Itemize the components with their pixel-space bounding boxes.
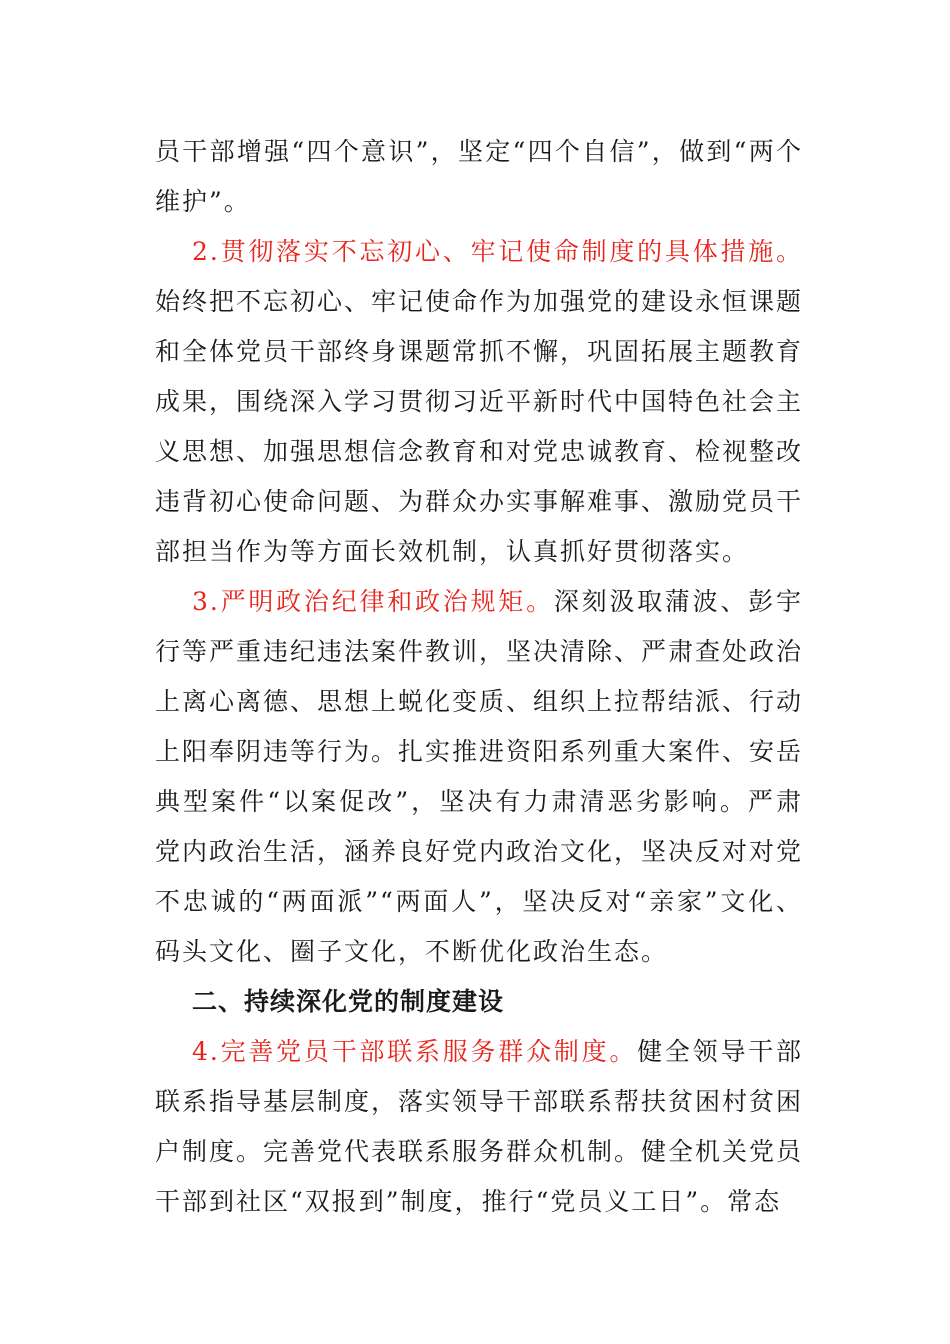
paragraph-1 [155, 127, 803, 227]
paragraph-2-title: 2.贯彻落实不忘初心、牢记使命制度的具体措施。 [192, 237, 803, 266]
paragraph-4-body: 健全领导干部联系指导基层制度，落实领导干部联系帮扶贫困村贫困户制度。完善党代表联系服务群众机制。健全机关党员干部到社区“双报到”制度，推行“党员义工日”。常态 [155, 1037, 804, 1216]
paragraph-2 [155, 227, 803, 577]
paragraph-3-body: 深刻汲取蒲波、彭宇行等严重违纪违法案件教训，坚决清除、严肃查处政治上离心离德、思想上蜕化变质、组织上拉帮结派、行动上阳奉阴违等行为。扎实推进资阳系列重大案件、安岳典型案件“以案促改”，坚决有力肃清恶劣影响。严肃党内政治生活，涵养良好党内政治文化，坚决反对对党不忠诚的“两面派”“两面人”，坚决反对“亲家”文化、码头文化、圈子文化，不断优化政治生态。 [155, 587, 804, 966]
paragraph-4 [155, 1027, 803, 1227]
paragraph-4-title: 4.完善党员干部联系服务群众制度。 [192, 1037, 638, 1066]
paragraph-3 [155, 577, 803, 977]
paragraph-2-body: 始终把不忘初心、牢记使命作为加强党的建设永恒课题和全体党员干部终身课题常抓不懈，巩固拓展主题教育成果，围绕深入学习贯彻习近平新时代中国特色社会主义思想、加强思想信念教育和对党忠诚教育、检视整改违背初心使命问题、为群众办实事解难事、激励党员干部担当作为等方面长效机制，认真抓好贯彻落实。 [155, 287, 804, 566]
document-body [155, 127, 803, 1227]
paragraph-3-title: 3.严明政治纪律和政治规矩。 [192, 587, 554, 616]
paragraph-1-text: 员干部增强“四个意识”，坚定“四个自信”，做到“两个维护”。 [155, 137, 803, 216]
section-heading: 二、持续深化党的制度建设 [192, 987, 505, 1016]
